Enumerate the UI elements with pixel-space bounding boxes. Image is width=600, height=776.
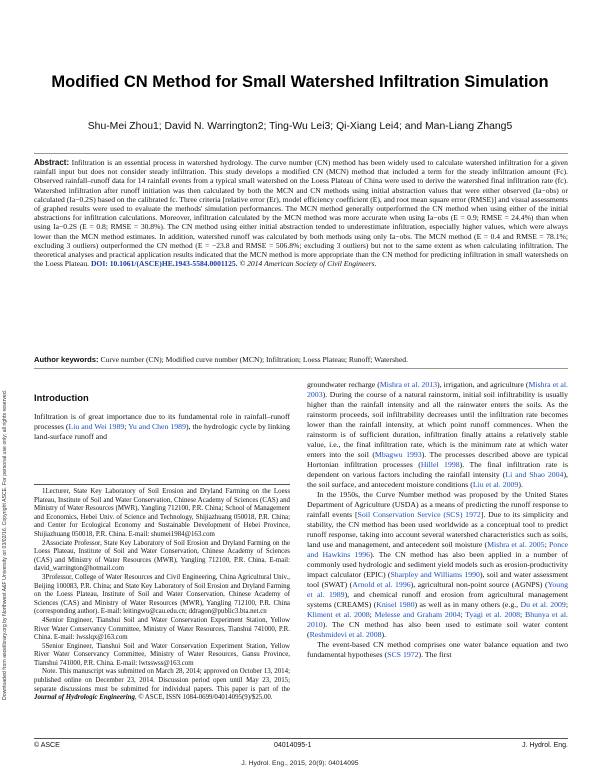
footer-copyright: © ASCE [34,742,60,749]
citation-link[interactable]: Soil Conservation Service (SCS) 1972 [357,510,481,519]
page-number: 04014095-1 [274,742,312,749]
citation-link[interactable]: Mishra et al. 2005 [487,540,545,549]
citation-link[interactable]: Kliment et al. 2008 [307,610,370,619]
right-column [307,380,568,660]
citation-link[interactable]: Mbagwu 1993 [374,450,422,459]
citation-link[interactable]: Sharpley and Williams 1990 [390,570,480,579]
author-list: Shu-Mei Zhou1; David N. Warrington2; Ting-Wu Lei3; Qi-Xiang Lei4; and Man-Liang Zhang5 [87,121,513,132]
citation-link[interactable]: Liu et al. 2009 [472,480,519,489]
abstract [34,153,568,268]
body-paragraph: The event-based CN method comprises one water balance equation and two fundamental hypotheses (SCS 1972). The first [307,640,568,659]
citation-link[interactable]: Knisel 1980 [376,600,415,609]
body-paragraph: In the 1950s, the Curve Number method was proposed by the United States Department of Agriculture (USDA) as a means of predicting the runoff response to rainfall events [Soil Conservation Service (SCS) 1972]. Due to its simplicity and stability, the CN method has been used worldwide as a conceptual tool to predict runoff response, taking into account several watershed characteristics such as soils, land use and management, and antecedent soil moisture (Mishra et al. 2005; Ponce and Hawkins 1996). The CN method has also been applied in a number of commonly used hydrologic and sediment yield models such as erosion-productivity impact calculator (EPIC) (Sharpley and Williams 1990), soil and water assessment tool (SWAT) (Arnold et al. 1996), agricultural non-point source (AGNPS) (Young et al. 1989), and chemical runoff and erosion from agricultural management systems (CREAMS) (Knisel 1980) as well as in many others (e.g., Du et al. 2009; Kliment et al. 2008; Melesse and Graham 2004; Tyagi et al. 2008; Bhunya et al. 2010). The CN method has also been used to estimate soil water content (Reshmidevi et al. 2008). [307,490,569,639]
citation-link[interactable]: Hillel 1998 [420,460,460,469]
citation-link[interactable]: Bhunya et al. 2010 [307,610,569,629]
citation-link[interactable]: Du et al. 2009 [520,600,566,609]
footnote: 3Professor, College of Water Resources and Civil Engineering, China Agricultural Univ., Beijing 100083, P.R. China; and State Key Laboratory of Soil Erosion and Dryland Farming on the Loess Plateau, Institute of Soil and Water Conservation, Chinese Academy of Sciences (CAS) and Ministry of Water Resources (MWR), Yangling 712100, P.R. China (corresponding author). E-mail: leitingwu@cau.edu.cn; ddragon@public3.bta.net.cn [34,573,290,616]
footnote: 4Senior Engineer, Tianshui Soil and Water Conservation Experiment Station, Yellow River Water Conservancy Committee, Ministry of Water Resources, Tianshui 741000, P.R. China. E-mail: lwsslqx@163.com [34,616,290,642]
intro-paragraph: Infiltration is of great importance due to its fundamental role in rainfall–runoff processes (Liu and Wei 1989; Yu and Chen 1989), the hydrologic cycle by linking land-surface runoff and [34,412,291,441]
citation-link[interactable]: Reshmidevi et al. 2008 [309,630,382,639]
manuscript-note: Note. This manuscript was submitted on March 28, 2014; approved on October 13, 2014; published online on December 23, 2014. Discussion period open until May 23, 2015; separate discussions must be submitted for individual papers. This paper is part of the Journal of Hydrologic Engineering, © ASCE, ISSN 1084-0699/04014095(9)/$25.00. [34,668,290,702]
footer-journal: J. Hydrol. Eng. [522,742,568,749]
citation-link[interactable]: Li and Shao 2004 [505,470,564,479]
copyright: © 2014 American Society of Civil Engineers. [239,259,377,269]
footnote: 5Senior Engineer, Tianshui Soil and Water Conservation Experiment Station, Yellow River Water Conservancy Committee, Ministry of Water Resources, Gansu Province, Tianshui 741000, P.R. China. E-mail: lwtsswss@163.com [34,642,290,667]
author-keywords [34,355,568,369]
citation-link[interactable]: Liu and Wei 1989 [68,422,125,431]
footnote: 1Lecturer, State Key Laboratory of Soil Erosion and Dryland Farming on the Loess Plateau, Institute of Soil and Water Conservation, Chinese Academy of Sciences (CAS) and Ministry of Water Resources (MWR), Yangling 712100, P.R. China; School of Management and Economics, Hebei Univ. of Science and Technology, Shijiazhuang 050018, P.R. China; and Center for Ecological Economy and Sustainable Development of Hebei Province, Shijiazhuang 050018, P.R. China. E-mail: shumei1984@163.com [34,488,290,538]
citation-link[interactable]: Mishra et al. 2013 [379,380,438,389]
citation-link[interactable]: Mishra et al. 2003 [307,380,568,399]
citation-link[interactable]: Ponce and Hawkins 1996 [307,540,569,559]
download-notice: Downloaded from ascelibrary.org by Northwest A&F University on 03/02/16. Copyright ASCE. For personal use only; all rights reserved. [2,389,8,700]
doi-link[interactable]: DOI: 10.1061/(ASCE)HE.1943-5584.0001125. [90,259,238,269]
citation-link[interactable]: Melesse and Graham 2004 [374,610,461,619]
citation-link[interactable]: Tyagi et al. 2008 [465,610,521,619]
footnotes [34,484,290,703]
footnote: 2Associate Professor, State Key Laboratory of Soil Erosion and Dryland Farming on the Loess Plateau, Institute of Soil and Water Conservation, Chinese Academy of Sciences (CAS) and Ministry of Water Resources (MWR), Yangling 712100, P.R. China. E-mail: david_warrington@hotmail.com [34,539,290,573]
citation-link[interactable]: Yu and Chen 1989 [128,422,186,431]
keywords-label: Author keywords: [34,355,99,364]
citation-link[interactable]: SCS 1972 [387,650,419,659]
section-heading: Introduction [34,392,89,403]
footer-divider [34,738,568,739]
paper-title: Modified CN Method for Small Watershed Infiltration Simulation [51,73,549,91]
abstract-label: Abstract: [34,158,70,167]
left-column [34,392,290,442]
body-paragraph: groundwater recharge (Mishra et al. 2013), irrigation, and agriculture (Mishra et al. 2003). During the course of a natural rainstorm, initial soil infiltrability is usually higher than the rainfall intensity and all the rainwater enters the soils. As the rainstorm proceeds, soil infiltrability decreases until the infiltration rate becomes lower than the rainfall intensity, at which point runoff commences. When the rainstorm is of sufficient duration, infiltration finally attains a relatively stable value, i.e., the final infiltration rate, which is the minimum rate at which water enters into the soil (Mbagwu 1993). The processes described above are typical Hortonian infiltration processes (Hillel 1998). The final infiltration rate is dependent on various factors including the rainfall intensity (Li and Shao 2004), the soil surface, and antecedent moisture conditions (Liu et al. 2009). [307,380,568,489]
citation-link[interactable]: Arnold et al. 1996 [352,580,411,589]
abstract-text: Infiltration is an essential process in watershed hydrology. The curve number (CN) method has been widely used to calculate watershed infiltration for a given rainfall input but does not consider steady infiltration. This study develops a modified CN (MCN) method that included a term for the steady infiltration amount (Fc). Observed rainfall–runoff data for 14 rainfall events from a typical small watershed on the Loess Plateau of China were used to derive the watershed final infiltration rate (fc). Watershed infiltration after runoff initiation was then calculated by both the MCN and CN methods using initial abstraction values that were either observed (Ia−obs) or calculated (Ia−0.2S) based on the calibrated fc. Three criteria [relative error (Er), model efficiency coefficient (E), and root mean square error (RMSE)] and visual assessments of graphed results were used to evaluate the methods' simulation performances. The MCN method generally outperformed the CN method when using either of the initial abstractions for infiltration calculations. Moreover, infiltration calculated by the MCN method was more accurate when using Ia−obs (E = 0.9; RMSE = 24.4%) than when using Ia−0.2S (E = 0.8; RMSE = 30.8%). The CN method using either initial abstraction tended to underestimate infiltration, especially higher values, which were always lower than the MCN method estimates. In addition, watershed runoff was calculated by both methods using only Ia−obs. The MCN method (E = 0.4 and RMSE = 78.1%; excluding 3 outliers) outperformed the CN method (E = −23.8 and RMSE = 506.8%; excluding 3 outliers) but not to the same extent as when calculating infiltration. The theoretical analyses and practical application results indicated that the MCN method is more appropriate than the CN method for predicting infiltration in small watersheds on the Loess Plateau. [34,158,568,269]
citation-line: J. Hydrol. Eng., 2015, 20(9): 04014095 [241,760,359,767]
citation-link[interactable]: Young et al. 1989 [307,580,569,599]
keywords-text: Curve number (CN); Modified curve number (MCN); Infiltration; Loess Plateau; Runoff; Watershed. [100,355,408,364]
